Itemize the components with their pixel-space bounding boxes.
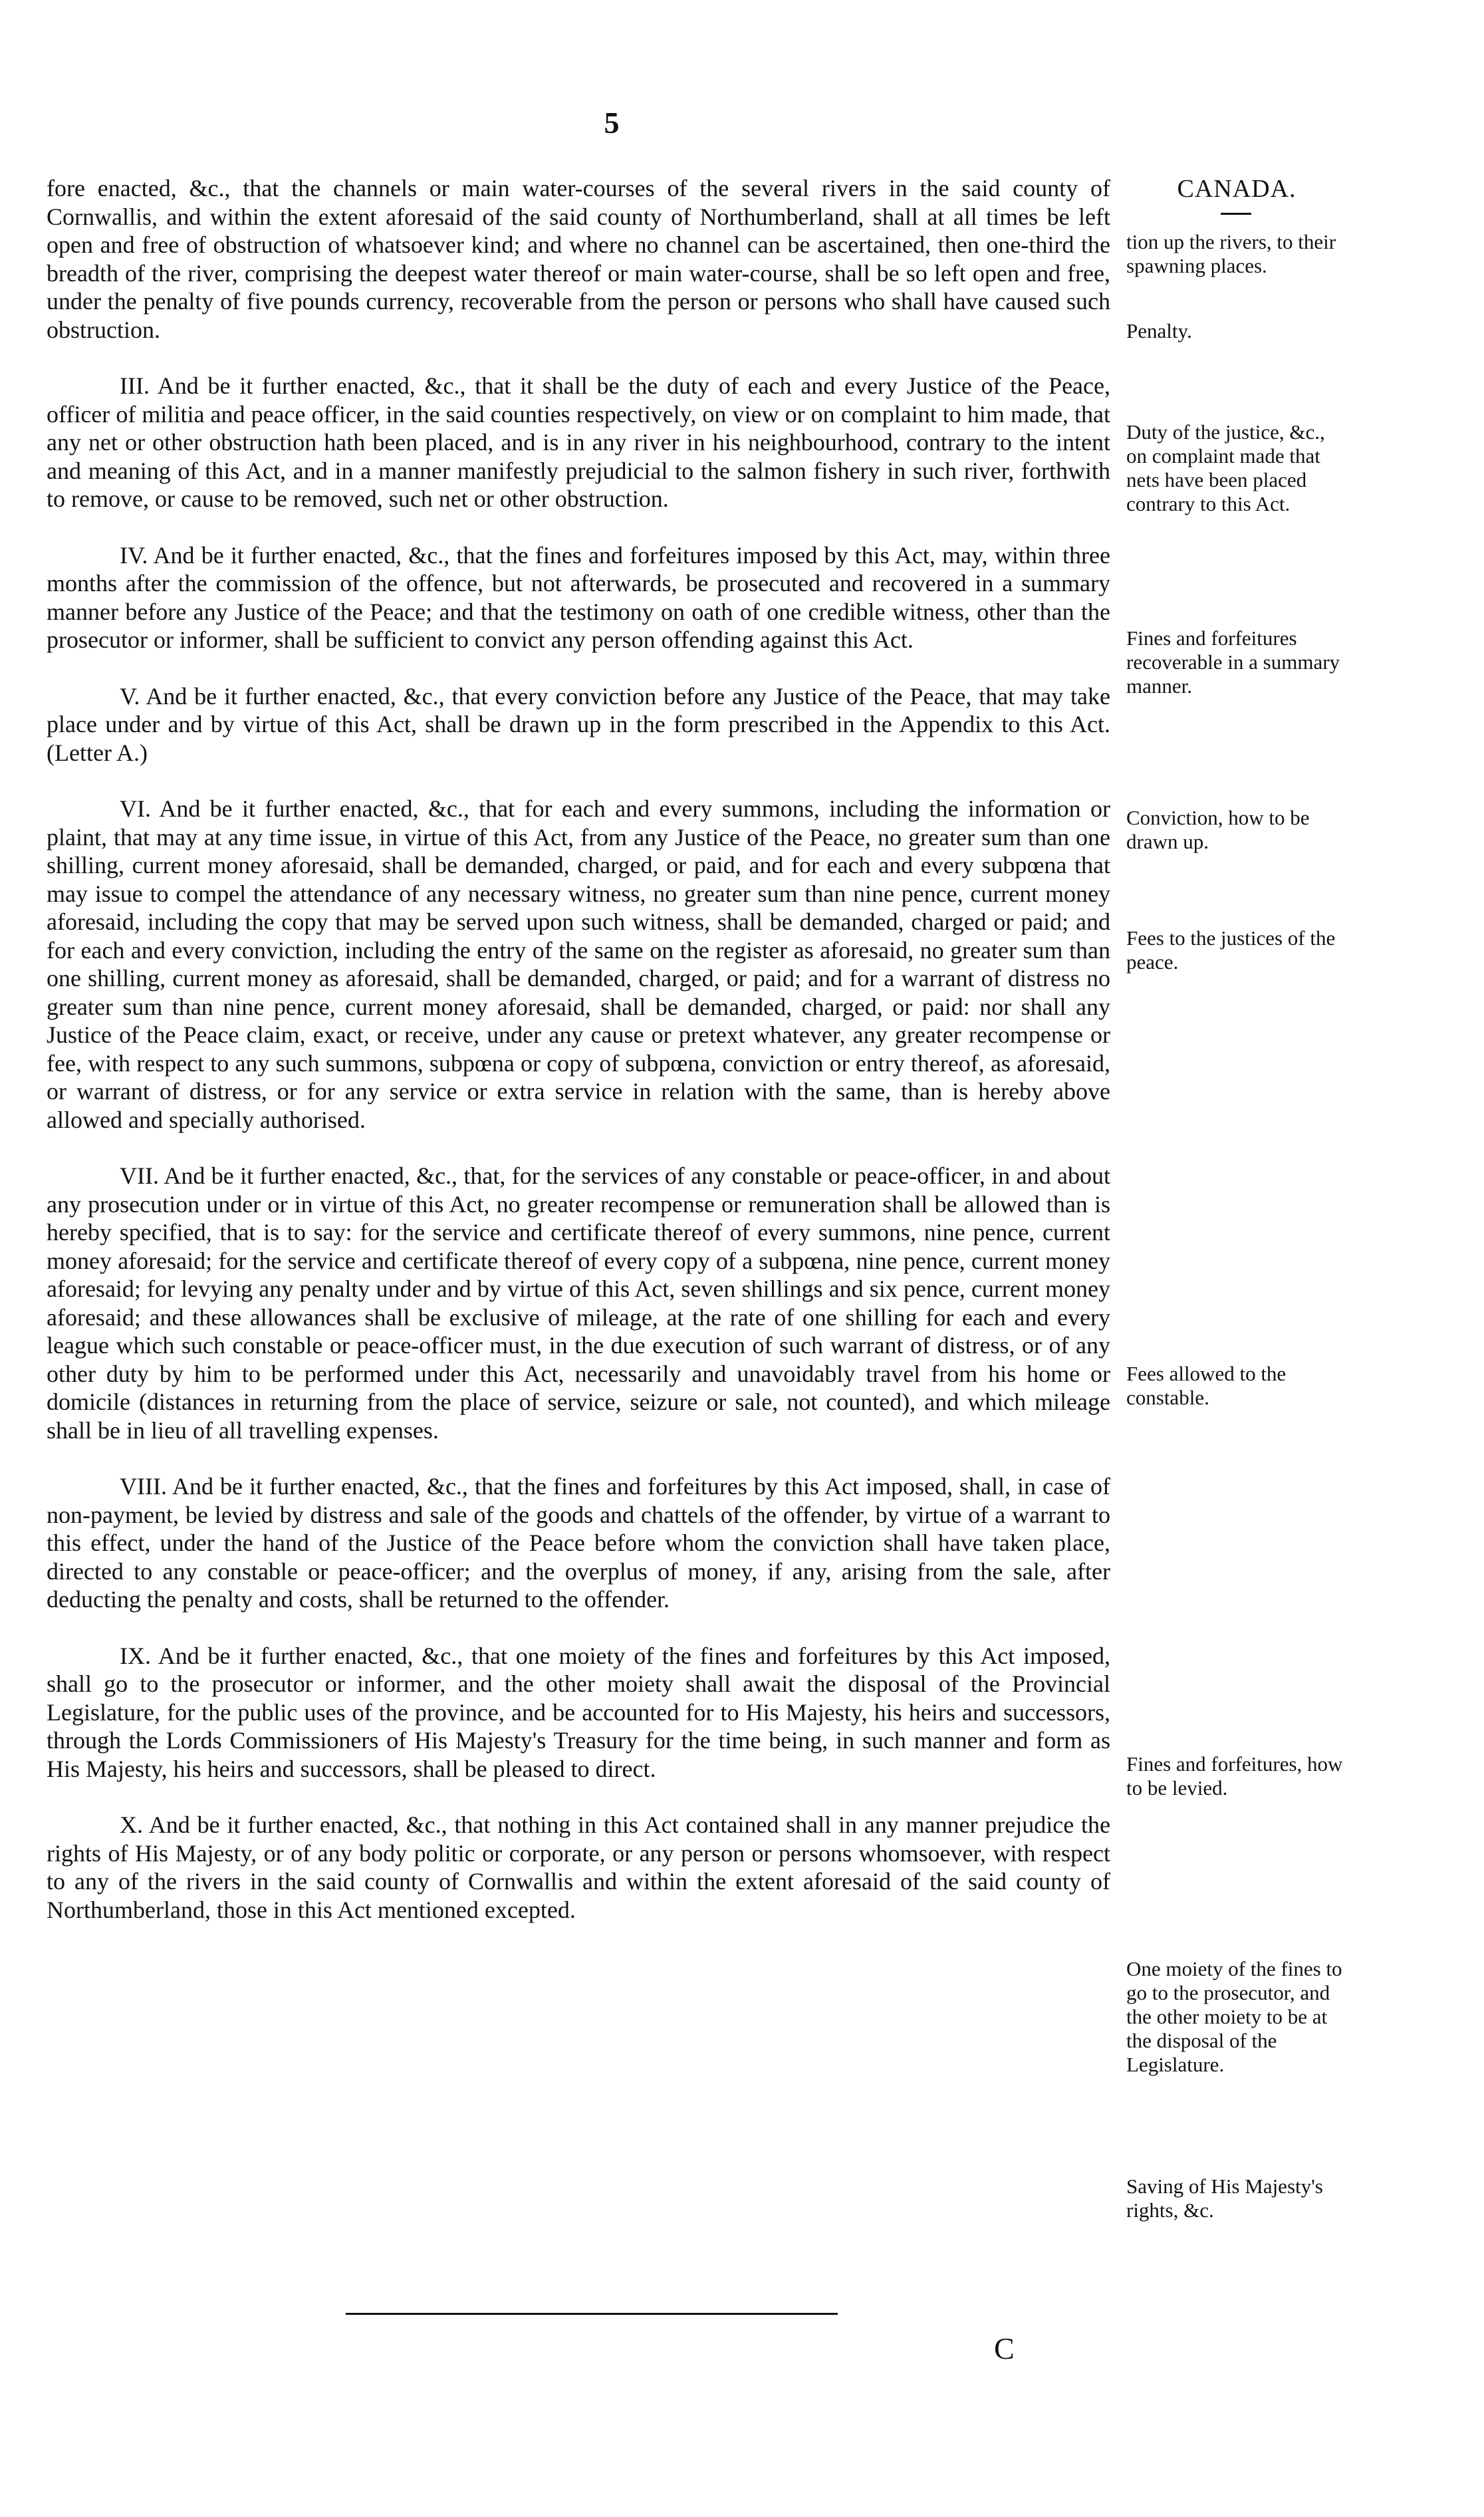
margin-note-fees-constable: Fees allowed to the constable.	[1126, 1362, 1287, 1409]
margin-note-penalty: Penalty.	[1126, 319, 1192, 342]
section-iii: III. And be it further enacted, &c., that it shall be the duty of each and every Justice of the Peace, officer of militia and peace officer, in the said counties respectively, on view or on complaint to him made, that any net or other obstruction hath been placed, and is in any river in his neighbourhood, contrary to the intent and meaning of this Act, and in a manner manifestly prejudicial to the salmon fishery in such river, forthwith to remove, or cause to be removed, such net or other obstruction.	[47, 372, 1110, 512]
section-vii: VII. And be it further enacted, &c., that, for the services of any constable or peace-officer, in and about any prosecution under or in virtue of this Act, no greater recompense or remuneration shall be allowed than is hereby specified, that is to say: for the service and certificate thereof of every summons, nine pence, current money aforesaid; for the service and certificate thereof of every copy of a subpœna, nine pence, current money aforesaid; for levying any penalty under and by virtue of this Act, seven shillings and six pence, current money aforesaid; and these allowances shall be exclusive of mileage, at the rate of one shilling for each and every league which such constable or peace-officer must, in the due execution of such warrant of distress, or of any other duty by him to be performed under this Act, necessarily and unavoidably travel from his home or domicile (distances in returning from the place of service, seizure or sale, not counted), and which mileage shall be in lieu of all travelling expenses.	[47, 1162, 1110, 1444]
section-x: X. And be it further enacted, &c., that nothing in this Act contained shall in any manner prejudice the rights of His Majesty, or of any body politic or corporate, or any person or persons whomsoever, with respect to any of the rivers in the said county of Cornwallis and within the extent aforesaid of the said county of Northumberland, those in this Act mentioned excepted.	[47, 1811, 1110, 1923]
page-number: 5	[604, 106, 620, 140]
main-text	[47, 174, 1110, 1924]
signature-mark: C	[994, 2331, 1015, 2365]
margin-note-fees-justices: Fees to the justices of the peace.	[1126, 926, 1336, 974]
margin-note-moiety: One moiety of the fines to go to the prosecutor, and the other moiety to be at the disposal of the Legislature.	[1126, 1957, 1342, 2076]
margin-note-fines-recoverable: Fines and forfeitures recoverable in a summary manner.	[1126, 626, 1340, 698]
margin-note-fines-levied: Fines and forfeitures, how to be levied.	[1126, 1752, 1343, 1799]
section-iv: IV. And be it further enacted, &c., that the fines and forfeitures imposed by this Act, may, within three months after the commission of the offence, but not afterwards, be prosecuted and recovered in a summary manner before any Justice of the Peace; and that the testimony on oath of one credible witness, other than the prosecutor or informer, shall be sufficient to convict any person offending against this Act.	[47, 541, 1110, 653]
section-ii-continued: fore enacted, &c., that the channels or main water-courses of the several rivers in the said county of Cornwallis, and within the extent aforesaid of the said county of Northumberland, shall at all times be left open and free of obstruction of whatsoever kind; and where no channel can be ascertained, then one-third the breadth of the river, comprising the deepest water thereof or main water-course, shall be so left open and free, under the penalty of five pounds currency, recoverable from the person or persons who shall have caused such obstruction.	[47, 175, 1110, 343]
margin-note-saving-rights: Saving of His Majesty's rights, &c.	[1126, 2175, 1323, 2222]
margin-note-spawning: tion up the rivers, to their spawning places.	[1126, 230, 1336, 277]
section-vi: VI. And be it further enacted, &c., that for each and every summons, including the information or plaint, that may at any time issue, in virtue of this Act, from any Justice of the Peace, no greater sum than one shilling, current money aforesaid, shall be demanded, charged, or paid, and for each and every subpœna that may issue to compel the attendance of any necessary witness, no greater sum than nine pence, current money aforesaid, including the copy that may be served upon such witness, shall be demanded, charged or paid; and for each and every conviction, including the entry of the same on the register as aforesaid, no greater sum than one shilling, current money as aforesaid, shall be demanded, charged, or paid; and for a warrant of distress no greater sum than nine pence, current money aforesaid, shall be demanded, charged, or paid: nor shall any Justice of the Peace claim, exact, or receive, under any cause or pretext whatever, any greater recompense or fee, with respect to any such summons, subpœna or copy of subpœna, conviction or entry thereof, as aforesaid, or warrant of distress, or for any service or extra service in relation with the same, than is hereby above allowed and specially authorised.	[47, 795, 1110, 1133]
bottom-rule	[346, 2313, 838, 2315]
margin-note-conviction: Conviction, how to be drawn up.	[1126, 806, 1310, 853]
running-head: CANADA.	[1177, 175, 1297, 203]
section-ix: IX. And be it further enacted, &c., that one moiety of the fines and forfeitures by this Act imposed, shall go to the prosecutor or informer, and the other moiety shall await the disposal of the Provincial Legislature, for the public uses of the province, and be accounted for to His Majesty, his heirs and successors, through the Lords Commissioners of His Majesty's Treasury for the time being, in such manner and form as His Majesty, his heirs and successors, shall be pleased to direct.	[47, 1642, 1110, 1782]
margin-note-duty-of-justice: Duty of the justice, &c., on complaint made that nets have been placed contrary to this Act.	[1126, 420, 1325, 515]
section-v: V. And be it further enacted, &c., that every conviction before any Justice of the Peace, that may take place under and by virtue of this Act, shall be drawn up in the form prescribed in the Appendix to this Act. (Letter A.)	[47, 682, 1110, 766]
running-head-rule	[1221, 213, 1251, 215]
section-viii: VIII. And be it further enacted, &c., that the fines and forfeitures by this Act imposed, shall, in case of non-payment, be levied by distress and sale of the goods and chattels of the offender, by virtue of a warrant to this effect, under the hand of the Justice of the Peace before whom the conviction shall have taken place, directed to any constable or peace-officer; and the overplus of money, if any, arising from the sale, after deducting the penalty and costs, shall be returned to the offender.	[47, 1473, 1110, 1613]
